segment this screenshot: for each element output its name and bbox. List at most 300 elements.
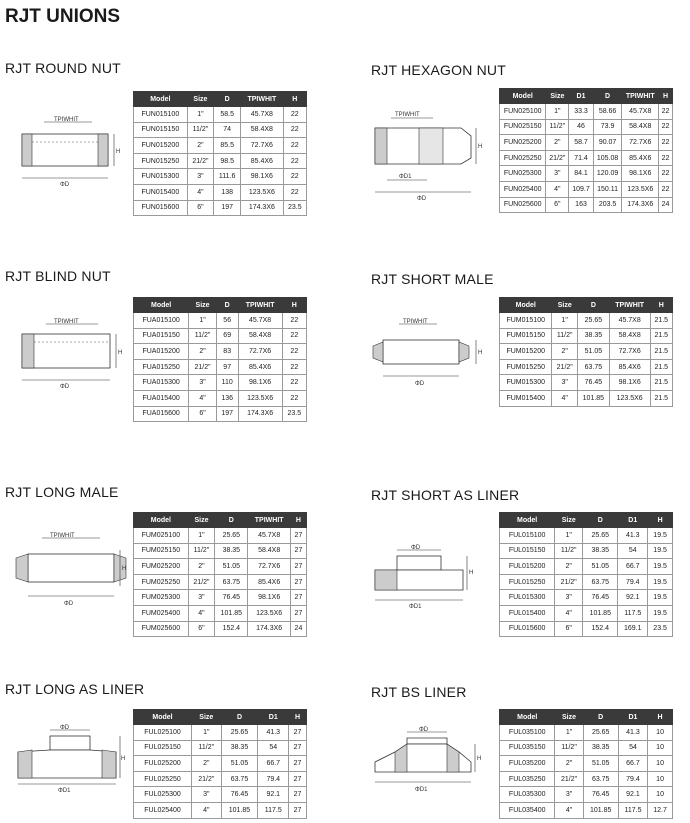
table-cell: 19.5	[648, 574, 673, 590]
table-cell: 11/2"	[555, 740, 583, 756]
table-header-row	[134, 92, 307, 107]
table-cell: FUM025250	[134, 574, 189, 590]
short-as-liner-drawing	[371, 540, 486, 612]
table-cell: 98.1X6	[241, 169, 283, 185]
column-header: Size	[555, 710, 583, 725]
table-cell: 4"	[189, 390, 217, 406]
dimension-label: TPIWHIT	[50, 533, 75, 539]
table-cell: FUL025250	[134, 771, 192, 787]
table-cell: 22	[659, 104, 673, 120]
dimension-label: ΦD1	[409, 604, 422, 610]
table-cell: 63.75	[577, 359, 609, 375]
table-cell: 197	[216, 406, 238, 422]
table-cell: 54	[618, 740, 647, 756]
table-cell: 109.7	[569, 181, 593, 197]
table-cell: FUA015100	[134, 313, 189, 329]
column-header: D	[583, 513, 618, 528]
table-header-row	[134, 513, 307, 528]
column-header: D1	[569, 89, 593, 104]
table-header-row	[134, 710, 307, 725]
table-cell: 6"	[187, 200, 214, 216]
table-cell: 27	[290, 574, 306, 590]
table-row	[500, 725, 673, 741]
table-cell: 54	[258, 740, 289, 756]
table-cell: 21.5	[650, 313, 672, 329]
table-row	[500, 528, 673, 544]
table-row	[500, 375, 673, 391]
table-cell: 85.5	[214, 138, 241, 154]
table-row	[134, 328, 307, 344]
table-cell: 58.4X8	[248, 543, 290, 559]
table-cell: 2"	[187, 138, 214, 154]
dimension-label: ΦD	[419, 727, 429, 733]
column-header: D	[593, 89, 622, 104]
round-nut-drawing	[14, 112, 124, 192]
table-cell: 27	[289, 725, 307, 741]
table-cell: 2"	[188, 559, 215, 575]
table-cell: 150.11	[593, 181, 622, 197]
table-cell: FUL025400	[134, 802, 192, 818]
column-header: TPIWHIT	[622, 89, 659, 104]
table-row	[500, 119, 673, 135]
table-cell: 1"	[188, 528, 215, 544]
table-cell: 21.5	[650, 375, 672, 391]
table-cell: 51.05	[215, 559, 248, 575]
table-cell: 76.45	[583, 787, 618, 803]
table-cell: 2"	[546, 135, 569, 151]
table-cell: 85.4X6	[241, 153, 283, 169]
dimension-label: ΦD	[417, 196, 427, 201]
table-header-row	[500, 298, 673, 313]
table-cell: FUA015600	[134, 406, 189, 422]
table-row	[134, 528, 307, 544]
table-cell: FUN025200	[500, 135, 546, 151]
table-cell: 4"	[188, 605, 215, 621]
table-cell: FUL035400	[500, 802, 555, 818]
column-header: Model	[134, 298, 189, 313]
table-cell: FUM015400	[500, 390, 552, 406]
column-header: Size	[546, 89, 569, 104]
table-cell: 169.1	[618, 621, 648, 637]
table-cell: 2"	[192, 756, 221, 772]
table-cell: 1"	[187, 107, 214, 123]
table-cell: 79.4	[258, 771, 289, 787]
section-title-blind-nut: RJT BLIND NUT	[5, 268, 111, 284]
table-cell: 71.4	[569, 150, 593, 166]
table-row	[500, 328, 673, 344]
table-cell: 11/2"	[187, 122, 214, 138]
table-cell: 74	[214, 122, 241, 138]
table-cell: 10	[648, 740, 673, 756]
table-cell: FUL015200	[500, 559, 555, 575]
table-cell: FUL015250	[500, 574, 555, 590]
table-cell: 38.35	[221, 740, 258, 756]
table-cell: 2"	[189, 344, 217, 360]
column-header: Model	[134, 513, 189, 528]
column-header: D1	[258, 710, 289, 725]
table-cell: 203.5	[593, 197, 622, 213]
table-cell: 97	[216, 359, 238, 375]
table-row	[500, 559, 673, 575]
table-header-row	[134, 298, 307, 313]
table-row	[134, 605, 307, 621]
table-cell: 85.4X6	[609, 359, 650, 375]
table-cell: FUL015300	[500, 590, 555, 606]
table-cell: FUM015250	[500, 359, 552, 375]
section-title-round-nut: RJT ROUND NUT	[5, 60, 121, 76]
table-cell: FUN025250	[500, 150, 546, 166]
column-header: Size	[188, 513, 215, 528]
column-header: D1	[618, 710, 647, 725]
table-cell: 98.1X6	[622, 166, 659, 182]
table-cell: 6"	[188, 621, 215, 637]
table-cell: 21/2"	[552, 359, 577, 375]
table-cell: 11/2"	[188, 543, 215, 559]
table-cell: 163	[569, 197, 593, 213]
table-cell: 123.5X6	[248, 605, 290, 621]
table-cell: 136	[216, 390, 238, 406]
table-row	[134, 200, 307, 216]
table-cell: 98.1X6	[238, 375, 282, 391]
table-cell: 123.5X6	[622, 181, 659, 197]
column-header: D1	[618, 513, 648, 528]
spec-table-short-as-liner	[499, 512, 673, 637]
table-cell: 98.5	[214, 153, 241, 169]
table-cell: 56	[216, 313, 238, 329]
dimension-label: ΦD	[60, 384, 70, 390]
dimension-label: TPIWHIT	[403, 319, 428, 325]
table-cell: 41.3	[258, 725, 289, 741]
table-cell: FUN025400	[500, 181, 546, 197]
table-cell: 21/2"	[188, 574, 215, 590]
table-cell: FUL015600	[500, 621, 555, 637]
column-header: Model	[500, 89, 546, 104]
table-row	[134, 590, 307, 606]
table-cell: FUM015300	[500, 375, 552, 391]
table-cell: 84.1	[569, 166, 593, 182]
table-cell: 138	[214, 184, 241, 200]
table-cell: 45.7X8	[622, 104, 659, 120]
table-cell: 152.4	[215, 621, 248, 637]
table-cell: 21/2"	[187, 153, 214, 169]
table-cell: 21/2"	[189, 359, 217, 375]
table-cell: 3"	[189, 375, 217, 391]
column-header: Size	[189, 298, 217, 313]
table-cell: 24	[659, 197, 673, 213]
table-cell: 21.5	[650, 328, 672, 344]
table-cell: 66.7	[618, 559, 648, 575]
table-cell: 22	[282, 375, 306, 391]
table-cell: 27	[289, 802, 307, 818]
table-row	[500, 543, 673, 559]
table-cell: FUN015100	[134, 107, 188, 123]
table-cell: 51.05	[577, 344, 609, 360]
column-header: TPIWHIT	[241, 92, 283, 107]
table-header-row	[500, 89, 673, 104]
table-row	[500, 166, 673, 182]
table-cell: FUM025100	[134, 528, 189, 544]
table-cell: 1"	[546, 104, 569, 120]
column-header: D	[221, 710, 258, 725]
table-cell: 63.75	[583, 771, 618, 787]
section-title-short-male: RJT SHORT MALE	[371, 271, 494, 287]
spec-table-hexagon-nut	[499, 88, 673, 213]
table-cell: 120.09	[593, 166, 622, 182]
column-header: H	[282, 298, 306, 313]
table-cell: 1"	[192, 725, 221, 741]
table-cell: 19.5	[648, 590, 673, 606]
table-cell: 25.65	[583, 725, 618, 741]
table-row	[134, 802, 307, 818]
column-header: D	[215, 513, 248, 528]
dimension-label: ΦD	[411, 545, 421, 551]
spec-table-round-nut	[133, 91, 307, 216]
table-cell: 27	[289, 771, 307, 787]
spec-table-long-as-liner	[133, 709, 307, 819]
table-cell: 72.7X6	[622, 135, 659, 151]
table-cell: 38.35	[583, 740, 618, 756]
table-row	[134, 621, 307, 637]
table-row	[134, 390, 307, 406]
table-cell: 1"	[189, 313, 217, 329]
table-row	[134, 107, 307, 123]
table-cell: FUL015100	[500, 528, 555, 544]
table-cell: FUL035200	[500, 756, 555, 772]
table-cell: 51.05	[583, 559, 618, 575]
dimension-label: ΦD	[415, 381, 425, 387]
table-row	[134, 313, 307, 329]
section-title-short-as-liner: RJT SHORT AS LINER	[371, 487, 520, 503]
dimension-label: TPIWHIT	[54, 117, 79, 123]
table-cell: 66.7	[618, 756, 647, 772]
table-cell: 152.4	[583, 621, 618, 637]
table-cell: FUN015600	[134, 200, 188, 216]
table-cell: FUL015150	[500, 543, 555, 559]
table-cell: FUA015200	[134, 344, 189, 360]
table-cell: 3"	[555, 590, 583, 606]
table-cell: 76.45	[583, 590, 618, 606]
table-cell: FUL025100	[134, 725, 192, 741]
short-male-drawing	[371, 314, 486, 394]
table-cell: 6"	[555, 621, 583, 637]
table-cell: 38.35	[577, 328, 609, 344]
table-cell: 10	[648, 787, 673, 803]
table-cell: FUM015200	[500, 344, 552, 360]
table-cell: 11/2"	[192, 740, 221, 756]
table-cell: 4"	[555, 605, 583, 621]
table-cell: 27	[289, 787, 307, 803]
table-cell: 22	[659, 150, 673, 166]
table-cell: 10	[648, 771, 673, 787]
table-cell: 41.3	[618, 528, 648, 544]
column-header: H	[283, 92, 306, 107]
table-cell: 4"	[552, 390, 577, 406]
table-cell: FUL035150	[500, 740, 555, 756]
long-as-liner-drawing	[14, 720, 126, 800]
table-cell: FUL015400	[500, 605, 555, 621]
table-cell: 92.1	[618, 590, 648, 606]
spec-table-bs-liner	[499, 709, 673, 819]
table-cell: 22	[283, 107, 306, 123]
table-cell: 2"	[555, 756, 583, 772]
table-cell: 21.5	[650, 390, 672, 406]
table-cell: 101.85	[577, 390, 609, 406]
table-cell: FUN025100	[500, 104, 546, 120]
table-cell: 76.45	[215, 590, 248, 606]
table-cell: 72.7X6	[238, 344, 282, 360]
table-cell: 19.5	[648, 559, 673, 575]
table-row	[500, 590, 673, 606]
table-row	[134, 756, 307, 772]
table-cell: 58.4X8	[238, 328, 282, 344]
table-cell: 27	[290, 590, 306, 606]
table-row	[134, 574, 307, 590]
table-cell: 98.1X6	[248, 590, 290, 606]
table-cell: 22	[282, 313, 306, 329]
column-header: H	[648, 710, 673, 725]
table-cell: FUL035100	[500, 725, 555, 741]
table-row	[134, 725, 307, 741]
table-cell: 11/2"	[546, 119, 569, 135]
table-cell: 22	[282, 359, 306, 375]
dimension-label: ΦD	[60, 725, 70, 731]
section-title-bs-liner: RJT BS LINER	[371, 684, 467, 700]
table-cell: 12.7	[648, 802, 673, 818]
table-row	[134, 559, 307, 575]
table-cell: 22	[283, 138, 306, 154]
table-cell: 24	[290, 621, 306, 637]
table-cell: FUM015150	[500, 328, 552, 344]
table-row	[500, 313, 673, 329]
table-cell: 197	[214, 200, 241, 216]
table-cell: 101.85	[583, 802, 618, 818]
table-cell: FUA015150	[134, 328, 189, 344]
table-row	[500, 390, 673, 406]
table-cell: 25.65	[221, 725, 258, 741]
column-header: D	[216, 298, 238, 313]
column-header: H	[290, 513, 306, 528]
column-header: Model	[500, 710, 555, 725]
table-cell: 22	[283, 153, 306, 169]
table-row	[134, 375, 307, 391]
table-cell: 21.5	[650, 359, 672, 375]
dimension-label: H	[121, 756, 126, 762]
table-cell: 3"	[552, 375, 577, 391]
table-cell: 83	[216, 344, 238, 360]
dimension-label: ΦD1	[415, 787, 428, 793]
table-cell: FUM025200	[134, 559, 189, 575]
table-cell: 2"	[552, 344, 577, 360]
table-cell: 79.4	[618, 574, 648, 590]
table-cell: 58.66	[593, 104, 622, 120]
table-cell: 27	[290, 605, 306, 621]
table-row	[134, 543, 307, 559]
table-cell: 6"	[189, 406, 217, 422]
table-row	[134, 153, 307, 169]
long-male-drawing	[10, 530, 128, 612]
table-row	[500, 359, 673, 375]
table-row	[500, 740, 673, 756]
table-cell: FUM025600	[134, 621, 189, 637]
table-cell: 72.7X6	[609, 344, 650, 360]
blind-nut-drawing	[14, 314, 124, 394]
table-cell: 123.5X6	[238, 390, 282, 406]
table-cell: 4"	[187, 184, 214, 200]
table-cell: 4"	[546, 181, 569, 197]
dimension-label: TPIWHIT	[395, 112, 420, 118]
table-cell: 25.65	[577, 313, 609, 329]
table-row	[500, 197, 673, 213]
table-cell: 92.1	[258, 787, 289, 803]
table-row	[500, 150, 673, 166]
dimension-label: ΦD1	[58, 788, 71, 794]
table-cell: 85.4X6	[622, 150, 659, 166]
table-row	[134, 740, 307, 756]
table-row	[500, 344, 673, 360]
table-cell: 111.6	[214, 169, 241, 185]
table-row	[134, 344, 307, 360]
table-cell: 41.3	[618, 725, 647, 741]
table-cell: FUA015250	[134, 359, 189, 375]
table-cell: 2"	[555, 559, 583, 575]
hexagon-nut-drawing	[371, 106, 486, 201]
table-cell: 22	[282, 390, 306, 406]
column-header: H	[648, 513, 673, 528]
table-cell: 90.07	[593, 135, 622, 151]
table-cell: 1"	[555, 725, 583, 741]
column-header: D	[214, 92, 241, 107]
table-cell: FUL025150	[134, 740, 192, 756]
table-cell: 27	[290, 543, 306, 559]
table-cell: 73.9	[593, 119, 622, 135]
table-header-row	[500, 710, 673, 725]
table-cell: FUL035250	[500, 771, 555, 787]
table-cell: 51.05	[583, 756, 618, 772]
table-cell: 101.85	[215, 605, 248, 621]
table-cell: 58.4X8	[609, 328, 650, 344]
table-cell: 22	[283, 184, 306, 200]
table-cell: 4"	[192, 802, 221, 818]
table-cell: 45.7X8	[238, 313, 282, 329]
table-cell: 27	[290, 559, 306, 575]
table-cell: FUL025300	[134, 787, 192, 803]
table-row	[500, 802, 673, 818]
table-cell: 117.5	[618, 605, 648, 621]
table-cell: 110	[216, 375, 238, 391]
dimension-label: H	[116, 149, 121, 155]
spec-table-blind-nut	[133, 297, 307, 422]
table-row	[500, 771, 673, 787]
dimension-label: H	[118, 350, 123, 356]
table-cell: FUN025300	[500, 166, 546, 182]
table-cell: 3"	[555, 787, 583, 803]
table-row	[134, 138, 307, 154]
column-header: Model	[134, 92, 188, 107]
column-header: H	[650, 298, 672, 313]
table-cell: 22	[282, 328, 306, 344]
table-cell: 174.3X6	[241, 200, 283, 216]
column-header: Size	[555, 513, 583, 528]
table-cell: 3"	[187, 169, 214, 185]
table-cell: FUA015300	[134, 375, 189, 391]
table-row	[500, 756, 673, 772]
column-header: TPIWHIT	[609, 298, 650, 313]
dimension-label: H	[122, 566, 127, 572]
table-row	[500, 135, 673, 151]
table-cell: 21/2"	[192, 771, 221, 787]
table-cell: 69	[216, 328, 238, 344]
table-cell: 19.5	[648, 528, 673, 544]
